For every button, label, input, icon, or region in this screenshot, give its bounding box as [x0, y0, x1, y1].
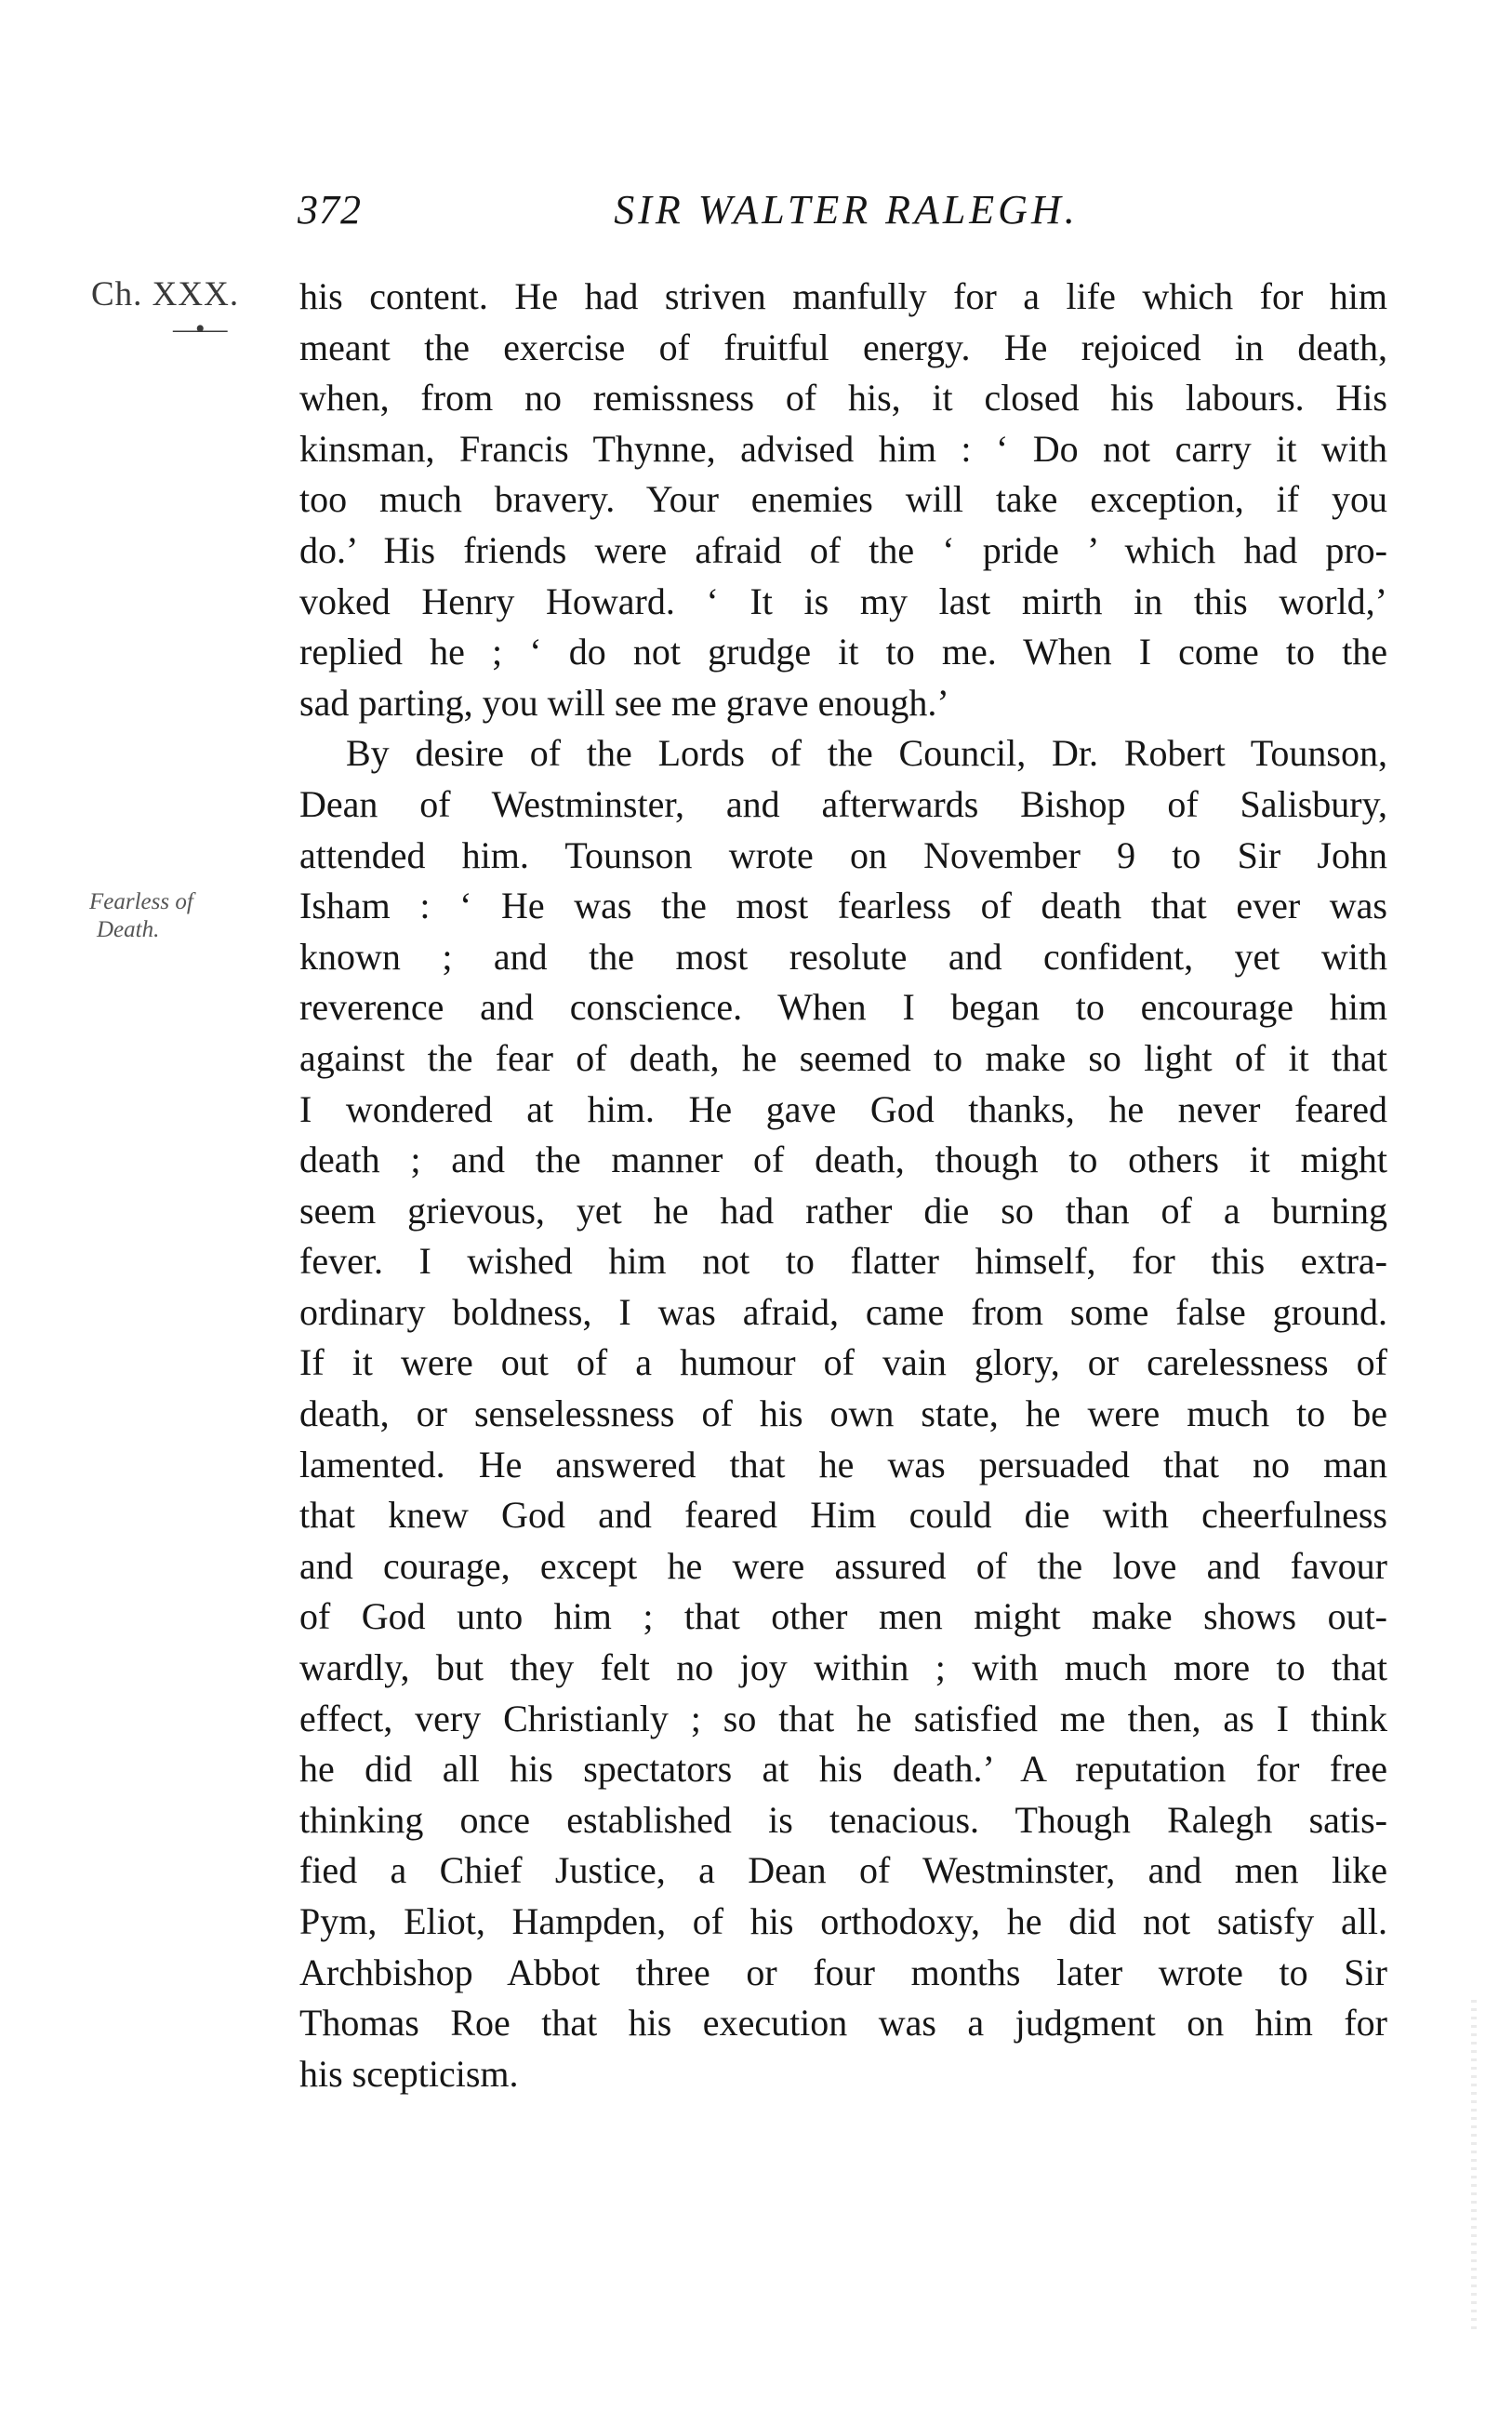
text-line: Pym, Eliot, Hampden, of his orthodoxy, he did not satisfy all.: [299, 1900, 1387, 1942]
text-line: his scepticism.: [299, 2052, 519, 2095]
text-line: seem grievous, yet he had rather die so than of a burning: [299, 1189, 1387, 1232]
text-line: reverence and conscience. When I began to encourage him: [299, 986, 1387, 1029]
text-line: attended him. Tounson wrote on November 9 to Sir John: [299, 833, 1387, 876]
text-line: fever. I wished him not to flatter himself, for this extra-: [299, 1240, 1387, 1283]
running-head: [298, 182, 1395, 238]
text-line: kinsman, Francis Thynne, advised him : ‘ Do not carry it with: [299, 427, 1387, 470]
text-line: thinking once established is tenacious. Though Ralegh satis-: [299, 1798, 1387, 1841]
text-line: Dean of Westminster, and afterwards Bishop of Salisbury,: [299, 782, 1387, 825]
scan-artifact: [1471, 2000, 1477, 2335]
page-number: 372: [298, 187, 362, 233]
text-line: Archbishop Abbot three or four months later wrote to Sir: [299, 1951, 1387, 1993]
chapter-label: Ch. XXX.: [91, 275, 240, 313]
chapter-ornament-icon: —•—: [173, 313, 222, 344]
body-text: [299, 272, 1387, 2099]
text-line: effect, very Christianly ; so that he satisfied me then, as I think: [299, 1697, 1387, 1739]
text-line: death ; and the manner of death, though to others it might: [299, 1139, 1387, 1181]
text-line: sad parting, you will see me grave enough.’: [299, 681, 949, 724]
text-line: against the fear of death, he seemed to make so light of it that: [299, 1036, 1387, 1079]
text-line: death, or senselessness of his own state, he were much to be: [299, 1392, 1387, 1435]
sidenote-line: Death.: [97, 917, 160, 942]
text-line: fied a Chief Justice, a Dean of Westminster, and men like: [299, 1849, 1387, 1892]
text-line: By desire of the Lords of the Council, Dr. Robert Tounson,: [346, 732, 1387, 775]
text-line: that knew God and feared Him could die with cheerfulness: [299, 1494, 1387, 1537]
text-line: he did all his spectators at his death.’ A reputation for free: [299, 1748, 1387, 1791]
text-line: voked Henry Howard. ‘ It is my last mirth in this world,’: [299, 579, 1387, 622]
text-line: If it were out of a humour of vain glory, or carelessness of: [299, 1341, 1387, 1384]
text-line: Thomas Roe that his execution was a judgment on him for: [299, 2002, 1387, 2045]
running-title: SIR WALTER RALEGH.: [614, 187, 1079, 233]
text-line: wardly, but they felt no joy within ; with much more to that: [299, 1646, 1387, 1689]
text-line: his content. He had striven manfully for a life which for him: [299, 275, 1387, 317]
text-line: ordinary boldness, I was afraid, came from some false ground.: [299, 1290, 1387, 1333]
text-line: too much bravery. Your enemies will take exception, if you: [299, 478, 1387, 521]
text-line: Isham : ‘ He was the most fearless of death that ever was: [299, 885, 1387, 927]
text-line: when, from no remissness of his, it closed his labours. His: [299, 377, 1387, 420]
text-line: I wondered at him. He gave God thanks, he never feared: [299, 1087, 1387, 1130]
marginal-sidenote: [89, 888, 285, 944]
text-line: replied he ; ‘ do not grudge it to me. When I come to the: [299, 631, 1387, 673]
sidenote-line: Fearless of: [89, 889, 193, 914]
text-line: do.’ His friends were afraid of the ‘ pride ’ which had pro-: [299, 528, 1387, 571]
text-line: and courage, except he were assured of the love and favour: [299, 1544, 1387, 1587]
text-line: of God unto him ; that other men might make shows out-: [299, 1595, 1387, 1638]
text-line: meant the exercise of fruitful energy. He rejoiced in death,: [299, 326, 1387, 368]
text-line: known ; and the most resolute and confident, yet with: [299, 935, 1387, 978]
text-line: lamented. He answered that he was persuaded that no man: [299, 1443, 1387, 1485]
